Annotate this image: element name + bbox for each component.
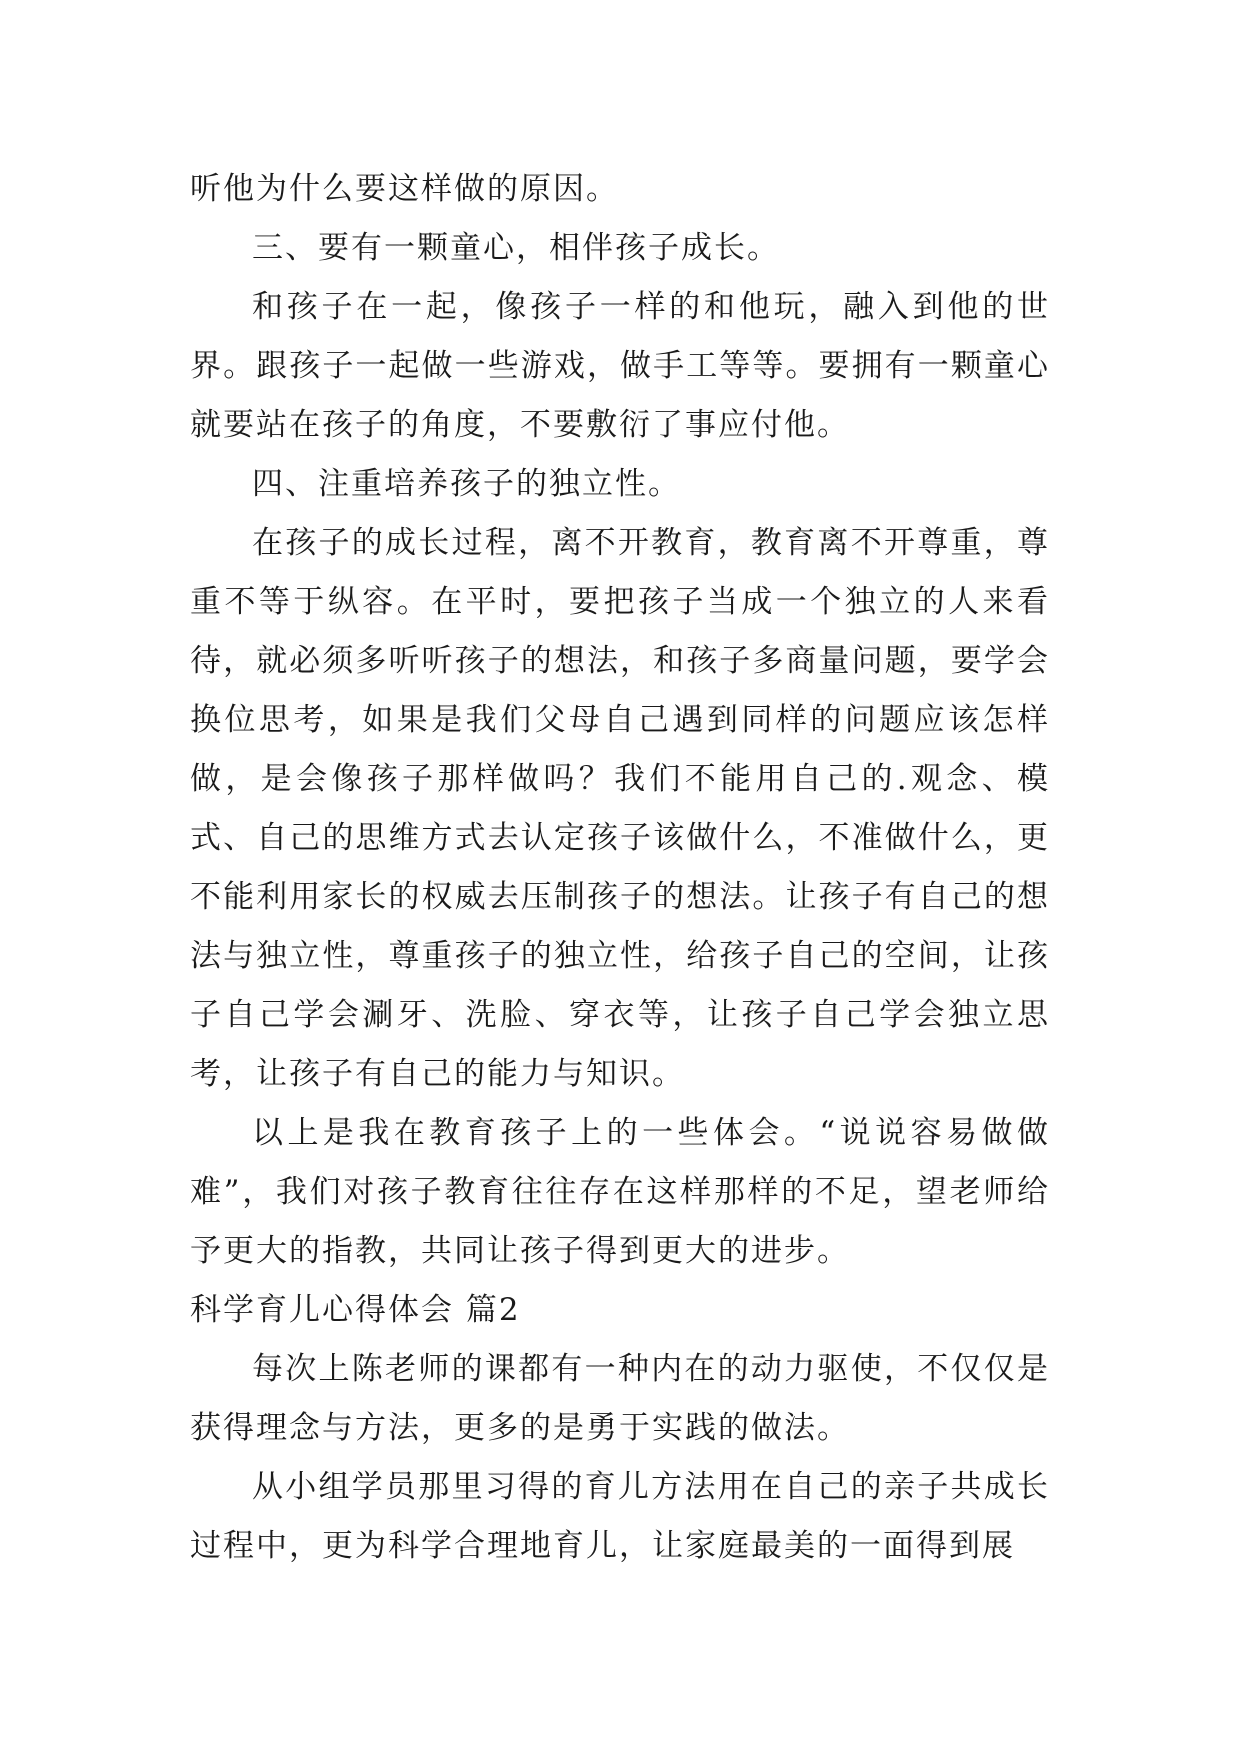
paragraph-continuation: 听他为什么要这样做的原因。 xyxy=(190,171,619,207)
paragraph-childlike-heart: 和孩子在一起，像孩子一样的和他玩，融入到他的世界。跟孩子一起做一些游戏，做手工等等。要拥有一颗童心就要站在孩子的角度，不要敷衍了事应付他。 xyxy=(190,289,1050,443)
paragraph-independence: 在孩子的成长过程，离不开教育，教育离不开尊重，尊重不等于纵容。在平时，要把孩子当成一个独立的人来看待，就必须多听听孩子的想法，和孩子多商量问题，要学会换位思考，如果是我们父母自己遇到同样的问题应该怎样做，是会像孩子那样做吗？我们不能用自己的.观念、模式、自己的思维方式去认定孩子该做什么，不准做什么，更不能利用家长的权威去压制孩子的想法。让孩子有自己的想法与独立性，尊重孩子的独立性，给孩子自己的空间，让孩子自己学会涮牙、洗脸、穿衣等，让孩子自己学会独立思考，让孩子有自己的能力与知识。 xyxy=(190,525,1050,1092)
section-heading-three: 三、要有一颗童心，相伴孩子成长。 xyxy=(252,230,780,266)
document-body xyxy=(190,160,1050,1576)
article-heading-part-2: 科学育儿心得体会 篇2 xyxy=(190,1292,521,1328)
paragraph-teacher-class: 每次上陈老师的课都有一种内在的动力驱使，不仅仅是获得理念与方法，更多的是勇于实践的做法。 xyxy=(190,1351,1050,1446)
paragraph-group-methods: 从小组学员那里习得的育儿方法用在自己的亲子共成长过程中，更为科学合理地育儿，让家庭最美的一面得到展 xyxy=(190,1469,1050,1564)
section-heading-four: 四、注重培养孩子的独立性。 xyxy=(252,466,681,502)
paragraph-conclusion: 以上是我在教育孩子上的一些体会。“说说容易做做难”，我们对孩子教育往往存在这样那样的不足，望老师给予更大的指教，共同让孩子得到更大的进步。 xyxy=(190,1115,1050,1269)
